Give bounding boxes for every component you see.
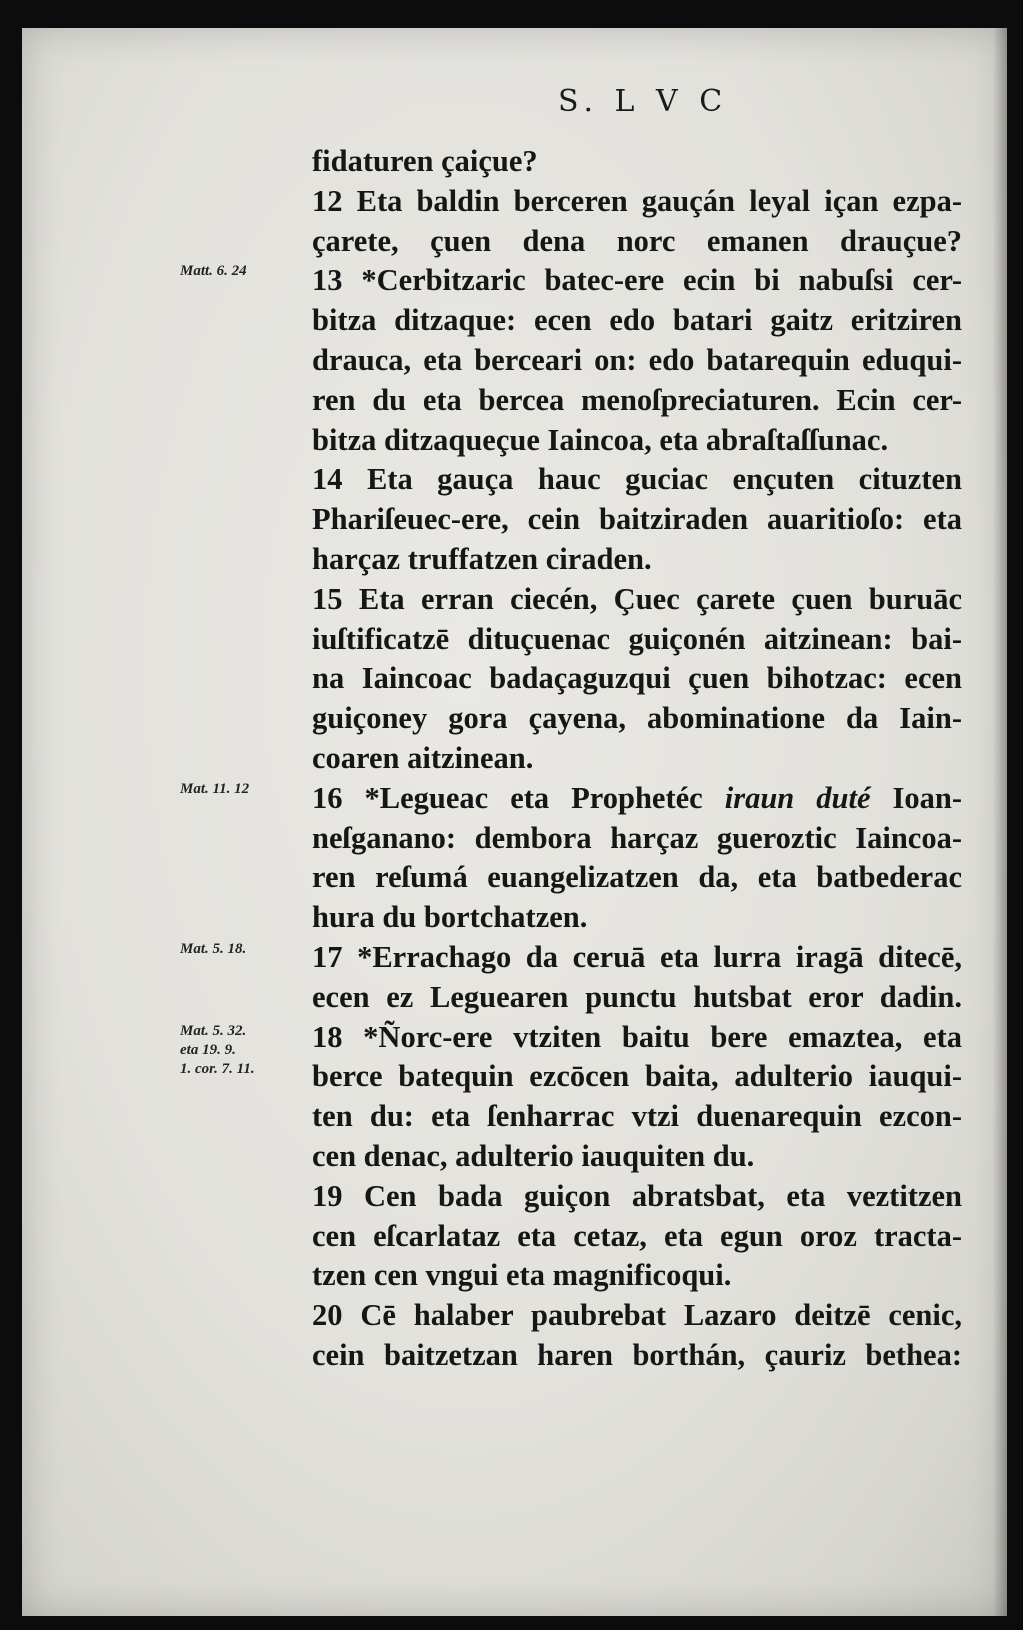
text-line: harçaz truffatzen ciraden. [312, 541, 652, 576]
text-line: hura du bortchatzen. [312, 900, 588, 935]
line16-italic: iraun duté [724, 780, 871, 815]
text-line: 13 *Cerbitzaric batec-ere ecin bi nabuſsi cer- [312, 263, 962, 298]
text-line: cen denac, adulterio iauquiten du. [312, 1138, 755, 1173]
text-line: 20 Cē halaber paubrebat Lazaro deitzē cenic, [312, 1298, 962, 1333]
page-edge-shadow [993, 28, 1007, 1616]
text-line: 17 *Errachago da ceruā eta lurra iragā ditecē, [312, 939, 962, 974]
running-head: S. L V C [558, 84, 729, 119]
body-text [312, 142, 962, 1376]
text-line: 19 Cen bada guiçon abratsbat, eta veztitzen [312, 1178, 962, 1213]
text-line: bitza ditzaque: ecen edo batari gaitz eritziren [312, 303, 962, 338]
text-line: ren reſumá euangelizatzen da, eta batbederac [312, 860, 962, 895]
margin-note-line: 1. cor. 7. 11. [180, 1061, 255, 1077]
text-line: ecen ez Leguearen punctu hutsbat eror dadin. [312, 979, 962, 1014]
text-line: 18 *Ñorc-ere vtziten baitu bere emaztea, eta [312, 1019, 962, 1054]
margin-note-matt-6-24: Matt. 6. 24 [180, 263, 247, 279]
text-line: 14 Eta gauça hauc guciac ençuten cituzten [312, 462, 962, 497]
text-line: guiçoney gora çayena, abominatione da Iain- [312, 701, 962, 736]
text-line: iuſtificatzē dituçuenac guiçonén aitzinean: bai- [312, 621, 962, 656]
text-line: neſganano: dembora harçaz gueroztic Iaincoa- [312, 820, 962, 855]
line16-tail: Ioan- [892, 780, 962, 815]
text-line: cein baitzetzan haren borthán, çauriz bethea: [312, 1337, 962, 1372]
line16-head: 16 *Legueac eta Prophetéc [312, 780, 703, 815]
margin-note-line: Mat. 5. 32. [180, 1023, 247, 1039]
text-line: bitza ditzaqueçue Iaincoa, eta abraſtaſſunac. [312, 422, 889, 457]
text-line: 15 Eta erran ciecén, Çuec çarete çuen buruāc [312, 581, 962, 616]
margin-note-mat-11-12: Mat. 11. 12 [180, 781, 250, 797]
text-line-16 [312, 779, 962, 819]
text-line: drauca, eta berceari on: edo batarequin eduqui- [312, 342, 962, 377]
text-line: 12 Eta baldin berceren gauçán leyal içan ezpa- [312, 183, 962, 218]
text-line: fidaturen çaiçue? [312, 144, 538, 178]
text-line: çarete, çuen dena norc emanen drauçue? [312, 223, 962, 258]
text-line: na Iaincoac badaçaguzqui çuen bihotzac: ecen [312, 661, 962, 696]
text-line: Phariſeuec-ere, cein baitziraden auaritioſo: eta [312, 502, 962, 537]
text-line: ren du eta bercea menoſpreciaturen. Ecin cer- [312, 382, 962, 417]
text-line: coaren aitzinean. [312, 740, 534, 775]
text-line: ten du: eta ſenharrac vtzi duenarequin ezcon- [312, 1099, 962, 1134]
text-line: tzen cen vngui eta magnificoqui. [312, 1258, 732, 1293]
margin-note-mat-5-32 [180, 1022, 300, 1079]
text-line: berce batequin ezcōcen baita, adulterio iauqui- [312, 1059, 962, 1094]
margin-note-line: eta 19. 9. [180, 1042, 236, 1058]
text-line: cen eſcarlataz eta cetaz, eta egun oroz tracta- [312, 1218, 962, 1253]
margin-note-mat-5-18: Mat. 5. 18. [180, 941, 247, 957]
